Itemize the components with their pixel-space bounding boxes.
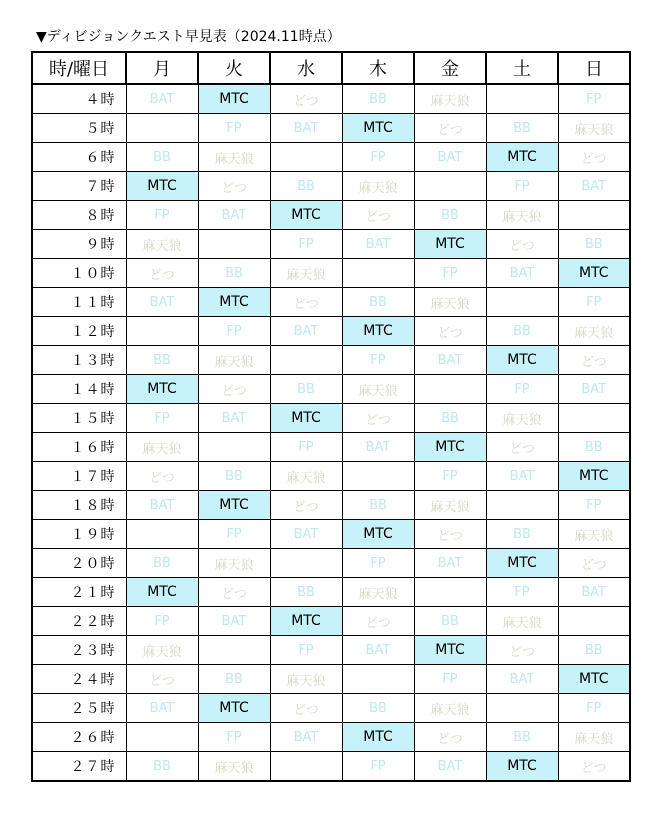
schedule-cell: BAT bbox=[486, 665, 558, 694]
schedule-cell: BAT bbox=[342, 636, 414, 665]
table-row bbox=[32, 520, 630, 549]
schedule-cell: MTC bbox=[414, 433, 486, 462]
schedule-cell: どつ bbox=[270, 84, 342, 114]
hour-label: １８時 bbox=[32, 491, 126, 520]
schedule-cell bbox=[342, 462, 414, 491]
schedule-cell: MTC bbox=[414, 230, 486, 259]
schedule-cell: BAT bbox=[558, 172, 630, 201]
schedule-cell: 麻天狼 bbox=[270, 665, 342, 694]
schedule-cell: MTC bbox=[342, 317, 414, 346]
hour-label: １０時 bbox=[32, 259, 126, 288]
schedule-cell bbox=[342, 665, 414, 694]
schedule-cell: どつ bbox=[558, 752, 630, 782]
hour-label: １１時 bbox=[32, 288, 126, 317]
schedule-cell: 麻天狼 bbox=[270, 259, 342, 288]
schedule-cell: BB bbox=[342, 694, 414, 723]
schedule-cell: どつ bbox=[270, 491, 342, 520]
schedule-cell: BB bbox=[342, 491, 414, 520]
schedule-cell: MTC bbox=[126, 578, 198, 607]
schedule-cell: MTC bbox=[270, 607, 342, 636]
table-row bbox=[32, 607, 630, 636]
schedule-cell: BAT bbox=[342, 433, 414, 462]
hour-label: １７時 bbox=[32, 462, 126, 491]
schedule-cell bbox=[126, 114, 198, 143]
schedule-cell bbox=[486, 84, 558, 114]
schedule-cell: FP bbox=[558, 84, 630, 114]
schedule-cell: どつ bbox=[342, 404, 414, 433]
day-header-wed: 水 bbox=[270, 52, 342, 84]
schedule-cell: 麻天狼 bbox=[486, 404, 558, 433]
schedule-cell: 麻天狼 bbox=[126, 433, 198, 462]
schedule-cell: FP bbox=[486, 375, 558, 404]
schedule-cell: どつ bbox=[486, 636, 558, 665]
schedule-cell bbox=[486, 288, 558, 317]
day-header-sun: 日 bbox=[558, 52, 630, 84]
schedule-cell: BB bbox=[342, 288, 414, 317]
schedule-cell: MTC bbox=[198, 694, 270, 723]
schedule-cell: FP bbox=[198, 114, 270, 143]
table-row bbox=[32, 433, 630, 462]
schedule-cell: BAT bbox=[126, 288, 198, 317]
schedule-cell: BAT bbox=[198, 201, 270, 230]
schedule-cell: FP bbox=[198, 723, 270, 752]
hour-label: ２０時 bbox=[32, 549, 126, 578]
corner-header: 時/曜日 bbox=[32, 52, 126, 84]
schedule-cell: MTC bbox=[342, 520, 414, 549]
schedule-cell: BAT bbox=[126, 84, 198, 114]
schedule-cell: BAT bbox=[126, 694, 198, 723]
schedule-cell: FP bbox=[558, 491, 630, 520]
hour-label: １９時 bbox=[32, 520, 126, 549]
table-row bbox=[32, 259, 630, 288]
schedule-cell: MTC bbox=[342, 114, 414, 143]
schedule-cell: 麻天狼 bbox=[414, 288, 486, 317]
table-row bbox=[32, 346, 630, 375]
schedule-cell: BAT bbox=[486, 259, 558, 288]
schedule-cell: BB bbox=[558, 433, 630, 462]
schedule-cell bbox=[270, 143, 342, 172]
table-row bbox=[32, 84, 630, 114]
schedule-cell: どつ bbox=[198, 172, 270, 201]
hour-label: １４時 bbox=[32, 375, 126, 404]
schedule-cell bbox=[414, 578, 486, 607]
schedule-cell: MTC bbox=[414, 636, 486, 665]
hour-label: ２４時 bbox=[32, 665, 126, 694]
schedule-cell bbox=[198, 433, 270, 462]
day-header-tue: 火 bbox=[198, 52, 270, 84]
header-row bbox=[32, 52, 630, 84]
schedule-cell: BAT bbox=[558, 578, 630, 607]
schedule-cell: FP bbox=[126, 404, 198, 433]
schedule-cell: 麻天狼 bbox=[414, 491, 486, 520]
schedule-cell: BAT bbox=[126, 491, 198, 520]
schedule-cell: どつ bbox=[126, 462, 198, 491]
table-row bbox=[32, 172, 630, 201]
schedule-cell: 麻天狼 bbox=[270, 462, 342, 491]
table-row bbox=[32, 578, 630, 607]
schedule-cell bbox=[558, 607, 630, 636]
table-row bbox=[32, 375, 630, 404]
schedule-cell: MTC bbox=[486, 143, 558, 172]
schedule-cell: MTC bbox=[198, 288, 270, 317]
page-title: ▼ディビジョンクエスト早見表（2024.11時点） bbox=[36, 29, 341, 45]
hour-label: ２１時 bbox=[32, 578, 126, 607]
schedule-cell: FP bbox=[270, 230, 342, 259]
schedule-cell: 麻天狼 bbox=[126, 636, 198, 665]
schedule-cell: MTC bbox=[342, 723, 414, 752]
schedule-cell: MTC bbox=[486, 346, 558, 375]
hour-label: １６時 bbox=[32, 433, 126, 462]
hour-label: ９時 bbox=[32, 230, 126, 259]
schedule-cell: どつ bbox=[342, 201, 414, 230]
schedule-cell: BAT bbox=[270, 317, 342, 346]
schedule-cell: BB bbox=[558, 636, 630, 665]
schedule-cell: どつ bbox=[486, 433, 558, 462]
hour-label: ２６時 bbox=[32, 723, 126, 752]
schedule-cell: MTC bbox=[558, 259, 630, 288]
schedule-cell: BAT bbox=[486, 462, 558, 491]
schedule-cell: FP bbox=[414, 462, 486, 491]
schedule-cell: FP bbox=[342, 752, 414, 782]
schedule-cell bbox=[126, 723, 198, 752]
schedule-cell: FP bbox=[270, 433, 342, 462]
schedule-cell: BB bbox=[270, 172, 342, 201]
schedule-cell bbox=[270, 549, 342, 578]
day-header-sat: 土 bbox=[486, 52, 558, 84]
schedule-cell bbox=[126, 520, 198, 549]
hour-label: ４時 bbox=[32, 84, 126, 114]
schedule-cell: 麻天狼 bbox=[558, 520, 630, 549]
schedule-cell: どつ bbox=[414, 520, 486, 549]
hour-label: ２３時 bbox=[32, 636, 126, 665]
schedule-cell: どつ bbox=[414, 723, 486, 752]
schedule-cell: どつ bbox=[198, 578, 270, 607]
schedule-cell: どつ bbox=[486, 230, 558, 259]
schedule-cell: BAT bbox=[414, 549, 486, 578]
table-row bbox=[32, 201, 630, 230]
schedule-cell: FP bbox=[270, 636, 342, 665]
schedule-cell: 麻天狼 bbox=[486, 201, 558, 230]
schedule-cell: MTC bbox=[486, 752, 558, 782]
schedule-cell: FP bbox=[342, 143, 414, 172]
schedule-cell: 麻天狼 bbox=[198, 143, 270, 172]
hour-label: １２時 bbox=[32, 317, 126, 346]
table-row bbox=[32, 317, 630, 346]
schedule-cell: どつ bbox=[198, 375, 270, 404]
schedule-cell: FP bbox=[198, 317, 270, 346]
schedule-cell: BB bbox=[270, 375, 342, 404]
schedule-cell: MTC bbox=[270, 201, 342, 230]
schedule-cell: 麻天狼 bbox=[414, 694, 486, 723]
schedule-cell: BB bbox=[198, 259, 270, 288]
schedule-cell: BAT bbox=[198, 607, 270, 636]
schedule-cell: どつ bbox=[414, 114, 486, 143]
schedule-cell: どつ bbox=[126, 259, 198, 288]
schedule-cell: BAT bbox=[414, 143, 486, 172]
schedule-cell: 麻天狼 bbox=[486, 607, 558, 636]
schedule-cell bbox=[198, 230, 270, 259]
schedule-cell: 麻天狼 bbox=[198, 346, 270, 375]
schedule-cell: BB bbox=[486, 114, 558, 143]
schedule-cell: どつ bbox=[558, 549, 630, 578]
hour-label: １３時 bbox=[32, 346, 126, 375]
table-row bbox=[32, 491, 630, 520]
schedule-cell: どつ bbox=[342, 607, 414, 636]
schedule-cell: BB bbox=[486, 723, 558, 752]
schedule-cell: BB bbox=[270, 578, 342, 607]
table-row bbox=[32, 288, 630, 317]
schedule-cell: FP bbox=[558, 288, 630, 317]
schedule-cell: BAT bbox=[270, 114, 342, 143]
schedule-cell: BB bbox=[414, 201, 486, 230]
day-header-fri: 金 bbox=[414, 52, 486, 84]
schedule-cell: MTC bbox=[198, 491, 270, 520]
schedule-cell: どつ bbox=[558, 346, 630, 375]
schedule-cell: BAT bbox=[270, 723, 342, 752]
schedule-table bbox=[31, 51, 631, 782]
table-row bbox=[32, 462, 630, 491]
day-header-mon: 月 bbox=[126, 52, 198, 84]
schedule-cell bbox=[414, 172, 486, 201]
schedule-cell: BB bbox=[198, 665, 270, 694]
schedule-cell bbox=[270, 752, 342, 782]
schedule-cell: MTC bbox=[198, 84, 270, 114]
schedule-cell: どつ bbox=[558, 143, 630, 172]
schedule-cell: BAT bbox=[270, 520, 342, 549]
schedule-cell: MTC bbox=[126, 172, 198, 201]
schedule-cell: FP bbox=[486, 578, 558, 607]
schedule-cell: 麻天狼 bbox=[126, 230, 198, 259]
schedule-cell: BAT bbox=[342, 230, 414, 259]
schedule-cell: BB bbox=[486, 520, 558, 549]
schedule-cell: FP bbox=[414, 259, 486, 288]
day-header-thu: 木 bbox=[342, 52, 414, 84]
schedule-cell: どつ bbox=[414, 317, 486, 346]
hour-label: ６時 bbox=[32, 143, 126, 172]
table-row bbox=[32, 694, 630, 723]
table-row bbox=[32, 636, 630, 665]
schedule-cell: BB bbox=[342, 84, 414, 114]
schedule-cell: 麻天狼 bbox=[198, 549, 270, 578]
hour-label: １５時 bbox=[32, 404, 126, 433]
table-row bbox=[32, 404, 630, 433]
schedule-cell: FP bbox=[342, 549, 414, 578]
schedule-cell: BB bbox=[198, 462, 270, 491]
table-row bbox=[32, 230, 630, 259]
schedule-cell: FP bbox=[126, 201, 198, 230]
schedule-cell: 麻天狼 bbox=[342, 375, 414, 404]
hour-label: ８時 bbox=[32, 201, 126, 230]
schedule-cell: 麻天狼 bbox=[558, 723, 630, 752]
schedule-cell bbox=[558, 404, 630, 433]
hour-label: ２５時 bbox=[32, 694, 126, 723]
schedule-cell bbox=[558, 201, 630, 230]
schedule-cell bbox=[486, 694, 558, 723]
table-row bbox=[32, 665, 630, 694]
schedule-cell: BB bbox=[486, 317, 558, 346]
schedule-cell: BAT bbox=[414, 752, 486, 782]
schedule-cell: MTC bbox=[558, 462, 630, 491]
schedule-cell: BB bbox=[126, 752, 198, 782]
schedule-cell bbox=[270, 346, 342, 375]
schedule-cell: FP bbox=[558, 694, 630, 723]
schedule-cell: FP bbox=[414, 665, 486, 694]
schedule-cell bbox=[486, 491, 558, 520]
schedule-cell bbox=[342, 259, 414, 288]
table-row bbox=[32, 549, 630, 578]
schedule-cell: FP bbox=[198, 520, 270, 549]
schedule-cell: どつ bbox=[270, 288, 342, 317]
schedule-cell: 麻天狼 bbox=[342, 172, 414, 201]
schedule-cell: BB bbox=[126, 143, 198, 172]
table-row bbox=[32, 114, 630, 143]
schedule-cell: FP bbox=[486, 172, 558, 201]
schedule-cell: BB bbox=[126, 346, 198, 375]
schedule-cell bbox=[126, 317, 198, 346]
schedule-cell: 麻天狼 bbox=[198, 752, 270, 782]
schedule-cell: BB bbox=[558, 230, 630, 259]
schedule-cell bbox=[414, 375, 486, 404]
hour-label: ５時 bbox=[32, 114, 126, 143]
schedule-cell: BAT bbox=[198, 404, 270, 433]
table-row bbox=[32, 752, 630, 782]
schedule-cell: MTC bbox=[126, 375, 198, 404]
schedule-cell: FP bbox=[126, 607, 198, 636]
schedule-cell: BB bbox=[126, 549, 198, 578]
table-row bbox=[32, 143, 630, 172]
schedule-cell: 麻天狼 bbox=[558, 114, 630, 143]
table-row bbox=[32, 723, 630, 752]
hour-label: ２７時 bbox=[32, 752, 126, 782]
schedule-cell: 麻天狼 bbox=[342, 578, 414, 607]
schedule-cell: BAT bbox=[558, 375, 630, 404]
hour-label: ２２時 bbox=[32, 607, 126, 636]
schedule-cell: 麻天狼 bbox=[414, 84, 486, 114]
schedule-cell: BAT bbox=[414, 346, 486, 375]
schedule-cell: BB bbox=[414, 607, 486, 636]
schedule-cell: どつ bbox=[270, 694, 342, 723]
schedule-cell bbox=[198, 636, 270, 665]
schedule-cell: MTC bbox=[558, 665, 630, 694]
schedule-cell: BB bbox=[414, 404, 486, 433]
schedule-cell: FP bbox=[342, 346, 414, 375]
hour-label: ７時 bbox=[32, 172, 126, 201]
schedule-cell: MTC bbox=[486, 549, 558, 578]
schedule-cell: どつ bbox=[126, 665, 198, 694]
schedule-cell: MTC bbox=[270, 404, 342, 433]
schedule-cell: 麻天狼 bbox=[558, 317, 630, 346]
